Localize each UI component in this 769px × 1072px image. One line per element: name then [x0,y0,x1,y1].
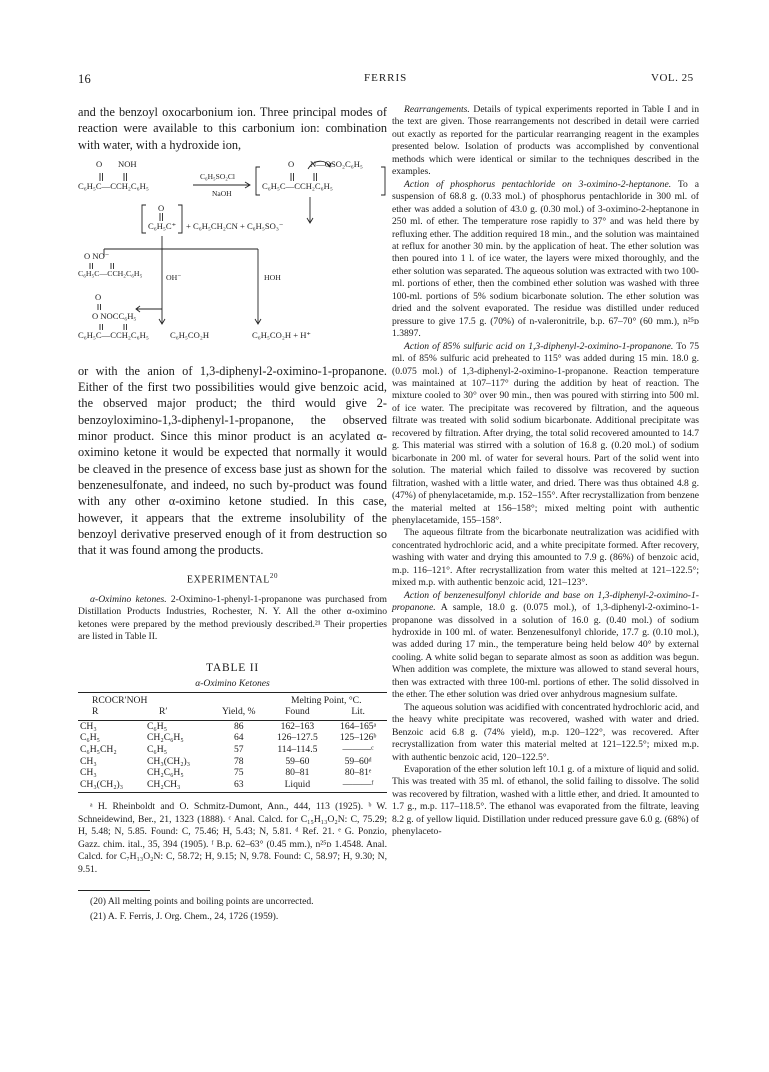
sulfuric-lead: Action of 85% sulfuric acid on 1,3-diphenyl-2-oximino-1-propanone. [404,340,674,352]
col-header-lit: Lit. [329,706,387,720]
rearrangements-text: Details of typical experiments reported in Table I and in the text are given. Those rearrangements not described in detail were carried out exactly as reported for the particular rearranging reagent in the examples presented below. Isolation of products was accomplished by conventional methods which were identical or similar to the techniques described in the examples. [392,104,699,178]
cell-yield: 86 [233,720,244,732]
reaction-scheme [78,159,387,355]
r1-product-formula: C₆H₅C—CCH₂C₆H₅ [262,180,333,191]
right-column [392,104,699,839]
table-row [78,767,387,779]
table-row [78,756,387,768]
cell-yield: 57 [233,743,244,755]
left-column [78,104,387,923]
cell-found: 162–163 [280,720,315,732]
pcl5-text: To a suspension of 68.8 g. (0.33 mol.) of phosphorus pentachloride in 300 ml. of ether was added a solution of 43.0 g. (0.30 mol.) of 3-oximino-2-heptanone in 250 ml. of ether. The temperature rose rapidly to 37° and was held there by refluxing ether. The addition required 18 min., and the solution was maintained at reflux for another 30 min. by the application of heat. The ether solution was then poured into 1 l. of ice water, the layers were mixed thoroughly, and the ether solution was separated. The aqueous solution was extracted with two 100-ml. portions of ether, then the combined ether solution was washed with three 100-ml. portions of 5% sodium bicarbonate solution. The ether solution was dried and the solvent evaporated. The residue was distilled under reduced pressure to give 17.5 g. (70%) of n-valeronitrile, b.p. 67–70° (60 mm.), n²⁵ᴅ 1.3897. [392,178,699,340]
cell-r-prime: C₆H₅ [147,743,168,755]
cell-r: C₆H₅ [80,732,101,744]
table-title: TABLE II [205,661,260,674]
table-row [78,720,387,732]
evaporation-paragraph: Evaporation of the ether solution left 10.1 g. of a mixture of liquid and solid. This was treated with 35 ml. of ethanol, the solid failing to dissolve. The solid was recovered by filtration, washed with a little ether, and dried. It amounted to 1.7 g., m.p. 117–118.5°. The ethanol was evaporated from the filtrate, leaving 8.2 g. of yellow liquid. Distillation under reduced pressure gave 6.0 g. (68%) of phenylaceto- [392,764,699,838]
cell-r: CH₃(CH₂)₃ [78,779,145,793]
oximino-ketones-paragraph [78,594,387,644]
cell-r: CH₃ [80,755,97,767]
table-footnotes: ᵃ H. Rheinboldt and O. Schmitz-Dumont, Ann., 444, 113 (1925). ᵇ W. Schneidewind, Ber., 21, 1323 (1888). ᶜ Anal. Calcd. for C₁₅H₁₃O₂N: C, 75.29; H, 5.48; N, 5.85. Found: C, 75.46; H, 5.43; N, 5.81. ᵈ Ref. 21. ᵉ G. Ponzio, Gazz. chim. ital., 35, 394 (1905). ᶠ B.p. 62–63° (0.45 mm.), n²⁵ᴅ 1.4548. Anal. Calcd. for C₇H₁₃O₂N: C, 58.72; H, 9.15; N, 9.78. Found: C, 58.97; H, 9.30; N, 9.51. [78,801,387,875]
cell-yield: 63 [212,779,265,793]
r1-reagent: C₆H₅SO₂Cl [200,171,235,181]
cell-found: 114–114.5 [277,743,318,755]
intro-paragraph: and the benzoyl oxocarbonium ion. Three principal modes of reaction were available to this carbonium ion: combination with water, with a hydroxide ion, [78,105,387,152]
r4-benzoic-acid: C₆H₅CO₂H [170,329,210,340]
ketones-table [78,692,387,794]
footnote-20: (20) All melting points and boiling points are uncorrected. [90,896,314,908]
benzenesulfonyl-paragraph [392,590,699,702]
rearrangements-paragraph [392,104,699,179]
cell-r-prime: CH₂CH₃ [145,779,212,793]
cell-lit: 80–81ᵉ [344,767,372,779]
col-header-yield: Yield, % [212,706,265,720]
r2-cation: C₆H₅C⁺ [148,220,177,231]
cell-lit: ———ᶜ [342,743,374,755]
cell-r-prime: CH₃(CH₂)₃ [147,755,191,767]
table-subtitle: α-Oximino Ketones [195,677,270,689]
cell-yield: 75 [233,767,244,779]
experimental-title: EXPERIMENTAL [186,574,270,586]
oximino-text: 2-Oximino-1-phenyl-1-propanone was purchased from Distillation Products Industries, Rochester, N. Y. All the other α-oximino ketones were prepared by the method previously described.²¹ Their properties are listed in Table II. [78,593,387,643]
volume-label: VOL. 25 [651,72,694,84]
r2-o: O [158,202,165,213]
running-head-author: FERRIS [364,72,408,84]
table-row [78,779,387,793]
col-header-r-prime: R′ [145,706,212,720]
rearrangements-lead: Rearrangements. [404,104,470,115]
cell-found: Liquid [266,779,330,793]
benzenesulfonyl-text: A sample, 18.0 g. (0.075 mol.), of 1,3-diphenyl-2-oximino-1-propanone was dissolved in a solution of 16.0 g. (0.40 mol.) of sodium hydroxide in 100 ml. of water. Benzenesulfonyl chloride, 17.7 g. (0.10 mol.), was added during 17 min., the temperature being held below 40° by external cooling. A white solid began to separate almost as soon as addition was begun. When addition was complete, the mixture was allowed to stand several hours, then was extracted with three 100-ml. portions of ether. The solid dissolved in the ether. The ether solution was dried over anhydrous magnesium sulfate. [392,602,699,701]
footnote-21: (21) A. F. Ferris, J. Org. Chem., 24, 1726 (1959). [90,910,279,922]
sulfuric-text: To 75 ml. of 85% sulfuric acid preheated to 115° was added during 15 min. 18.0 g. (0.075 mol.) of 1,3-diphenyl-2-oximino-1-propanone. Reaction temperature was maintained at 107–117° during the addition by heat of reaction. The mixture cooled to 30° over 90 min., then was poured with stirring into 500 ml. of ice water. The precipitate was recovered by filtration, and the aqueous filtrate was treated with solid sodium bicarbonate. Additional precipitate was recovered by filtration. After drying, the total solid recovered amounted to 14.7 g. This material was stirred with a solution of 16.8 g. (0.20 mol.) of sodium bicarbonate in 200 ml. of water for several hours. Part of the solid went into solution. The material which failed to dissolve was recovered by suction filtration, washed with a little water, and dried. There was thus obtained 4.8 g. (47%) of phenylacetamide, m.p. 152–155°. After recrystallization from benzene the material melted at 156–158°; mixed melting point with authentic phenylacetamide, 155–158°. [392,340,699,526]
table-row [78,744,387,756]
col-header-r: R [78,706,145,720]
r1-product-o: O [288,158,295,169]
r1-product-n: N—OSO₂C₆H₅ [310,158,363,169]
r1-base: NaOH [212,188,232,198]
table-row [78,732,387,744]
sulfuric-acid-paragraph [392,341,699,528]
r2-products: + C₆H₅CH₂CN + C₆H₅SO₃⁻ [186,220,284,231]
pcl5-paragraph [392,179,699,341]
cell-found: 80–81 [285,767,310,779]
aqueous-paragraph: The aqueous solution was acidified with concentrated hydrochloric acid, and the heavy white precipitate was recovered, washed with water and dried. Benzoic acid 6.8 g. (74% yield), m.p. 120–122°, was recovered. After recrystallization from water this material melted at 121–122.5°; mixed m.p. with authentic benzoic acid, 120–122.5°. [392,701,699,763]
cell-lit: 125–126ᵇ [339,732,377,744]
filtrate-paragraph: The aqueous filtrate from the bicarbonate neutralization was acidified with concentrated hydrochloric acid, and a white precipitate formed. After recovery, washing with water and drying this amounted to 7.9 g. (86%) of benzoic acid, m.p. 116–121°. After recrystallization from water this melted at 121–122.5°; mixed m.p. with authentic benzoic acid, 121–123°. [392,527,699,589]
r3-o-no: O NO⁻ [84,250,110,261]
cell-r-prime: CH₂C₆H₅ [147,732,184,744]
page-number: 16 [78,72,92,86]
r3-formula: C₆H₅C—CCH₂C₆H₅ [78,268,143,278]
r3-hydroxide: OH⁻ [166,272,182,282]
r1-formula: C₆H₅C—CCH₂C₆H₅ [78,180,149,191]
table-header-mp: Melting Point, °C. [266,692,388,706]
cell-r: CH₃ [80,720,97,732]
r1-noh: NOH [118,158,137,169]
r4-o: O [95,291,102,302]
r4-benzoic-acid-proton: C₆H₅CO₂H + H⁺ [252,329,311,340]
r4-noc: O NOCC₆H₅ [92,310,137,321]
pcl5-lead: Action of phosphorus pentachloride on 3-oximino-2-heptanone. [404,178,672,190]
cell-r: CH₃ [80,767,97,779]
r3-water: HOH [264,272,281,282]
cell-lit: ———ᶠ [329,779,387,793]
r4-formula: C₆H₅C—CCH₂C₆H₅ [78,329,149,340]
cell-found: 59–60 [285,755,310,767]
cell-found: 126–127.5 [276,732,318,744]
cell-r-prime: CH₂C₆H₅ [147,767,184,779]
table-header-formula: RCOCR′NOH [78,692,212,706]
r1-o: O [96,158,103,169]
experimental-ref: 20 [269,572,279,581]
oximino-lead: α-Oximino ketones. [90,593,167,605]
cell-yield: 64 [233,732,244,744]
discussion-paragraph: or with the anion of 1,3-diphenyl-2-oximino-1-propanone. Either of the first two possibilities would give benzoic acid, the observed major product; the third would give 2-benzoyloximino-1,3-diphenyl-1-propanone, the observed minor product. Since this minor product is an acylated α-oximino ketone it would be expected that normally it would be cleaved in the presence of excess base just as shown for the benzenesulfonate, and indeed, no such by-product was found with any other α-oximino ketone studied. In this case, however, it appears that the extreme insolubility of the benzoyl derivative preserved enough of it from destruction so that it was found among the products. [78,363,387,558]
cell-r: C₆H₅CH₂ [80,743,117,755]
footnote-divider [78,890,150,891]
experimental-heading [78,572,387,585]
cell-r-prime: C₆H₅ [147,720,168,732]
cell-yield: 78 [233,755,244,767]
cell-lit: 59–60ᵈ [344,755,372,767]
col-header-found: Found [266,706,330,720]
cell-lit: 164–165ᵃ [340,720,377,732]
benzenesulfonyl-lead: Action of benzenesulfonyl chloride and base on 1,3-diphenyl-2-oximino-1-propanone. [392,589,699,614]
